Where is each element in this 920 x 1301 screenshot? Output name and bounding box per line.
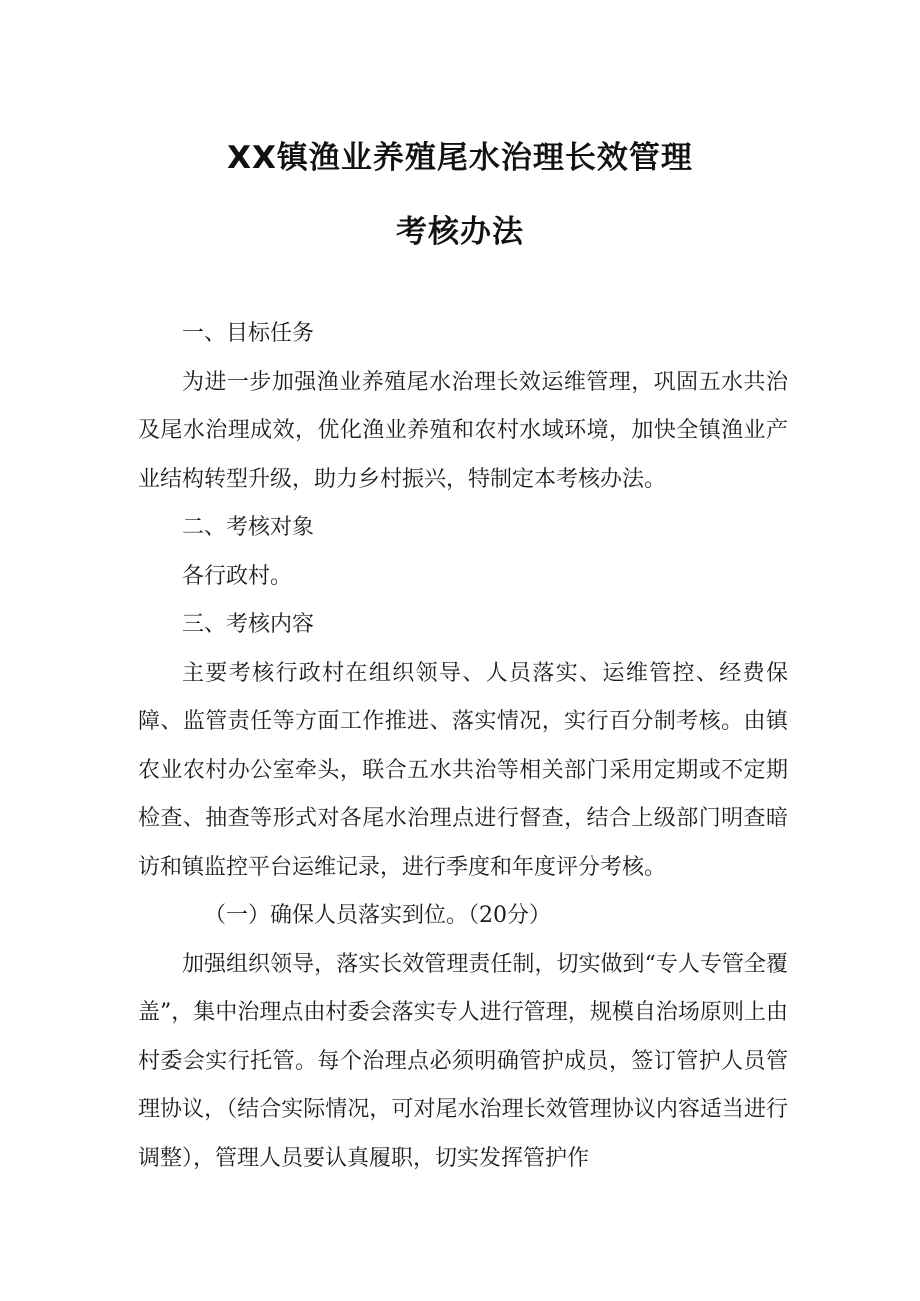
section-heading-targets: 二、考核对象 xyxy=(182,515,315,540)
section-heading-content: 三、考核内容 xyxy=(182,612,315,637)
section-heading-goals: 一、目标任务 xyxy=(182,321,315,346)
paragraph-targets: 各行政村。 xyxy=(182,563,293,589)
document-title-line-1: XX镇渔业养殖尾水治理长效管理 xyxy=(227,140,693,176)
paragraph-goals: 为进一步加强渔业养殖尾水治理长效运维管理，巩固五水共治及尾水治理成效，优化渔业养殖和农村水域环境，加快全镇渔业产业结构转型升级，助力乡村振兴，特制定本考核办法。 xyxy=(138,369,788,492)
document-title-line-2: 考核办法 xyxy=(396,214,524,250)
paragraph-content: 主要考核行政村在组织领导、人员落实、运维管控、经费保障、监管责任等方面工作推进、落实情况，实行百分制考核。由镇农业农村办公室牵头，联合五水共治等相关部门采用定期或不定期检查、抽查等形式对各尾水治理点进行督查，结合上级部门明查暗访和镇监控平台运维记录，进行季度和年度评分考核。 xyxy=(138,660,788,880)
document-body xyxy=(138,310,788,1183)
paragraph-personnel: 加强组织领导，落实长效管理责任制，切实做到“专人专管全覆盖”，集中治理点由村委会落实专人进行管理，规模自治场原则上由村委会实行托管。每个治理点必须明确管护成员，签订管护人员管理协议，（结合实际情况，可对尾水治理长效管理协议内容适当进行调整），管理人员要认真履职，切实发挥管护作 xyxy=(138,951,788,1171)
subsection-heading-personnel: （一）确保人员落实到位。（20分） xyxy=(204,903,551,928)
